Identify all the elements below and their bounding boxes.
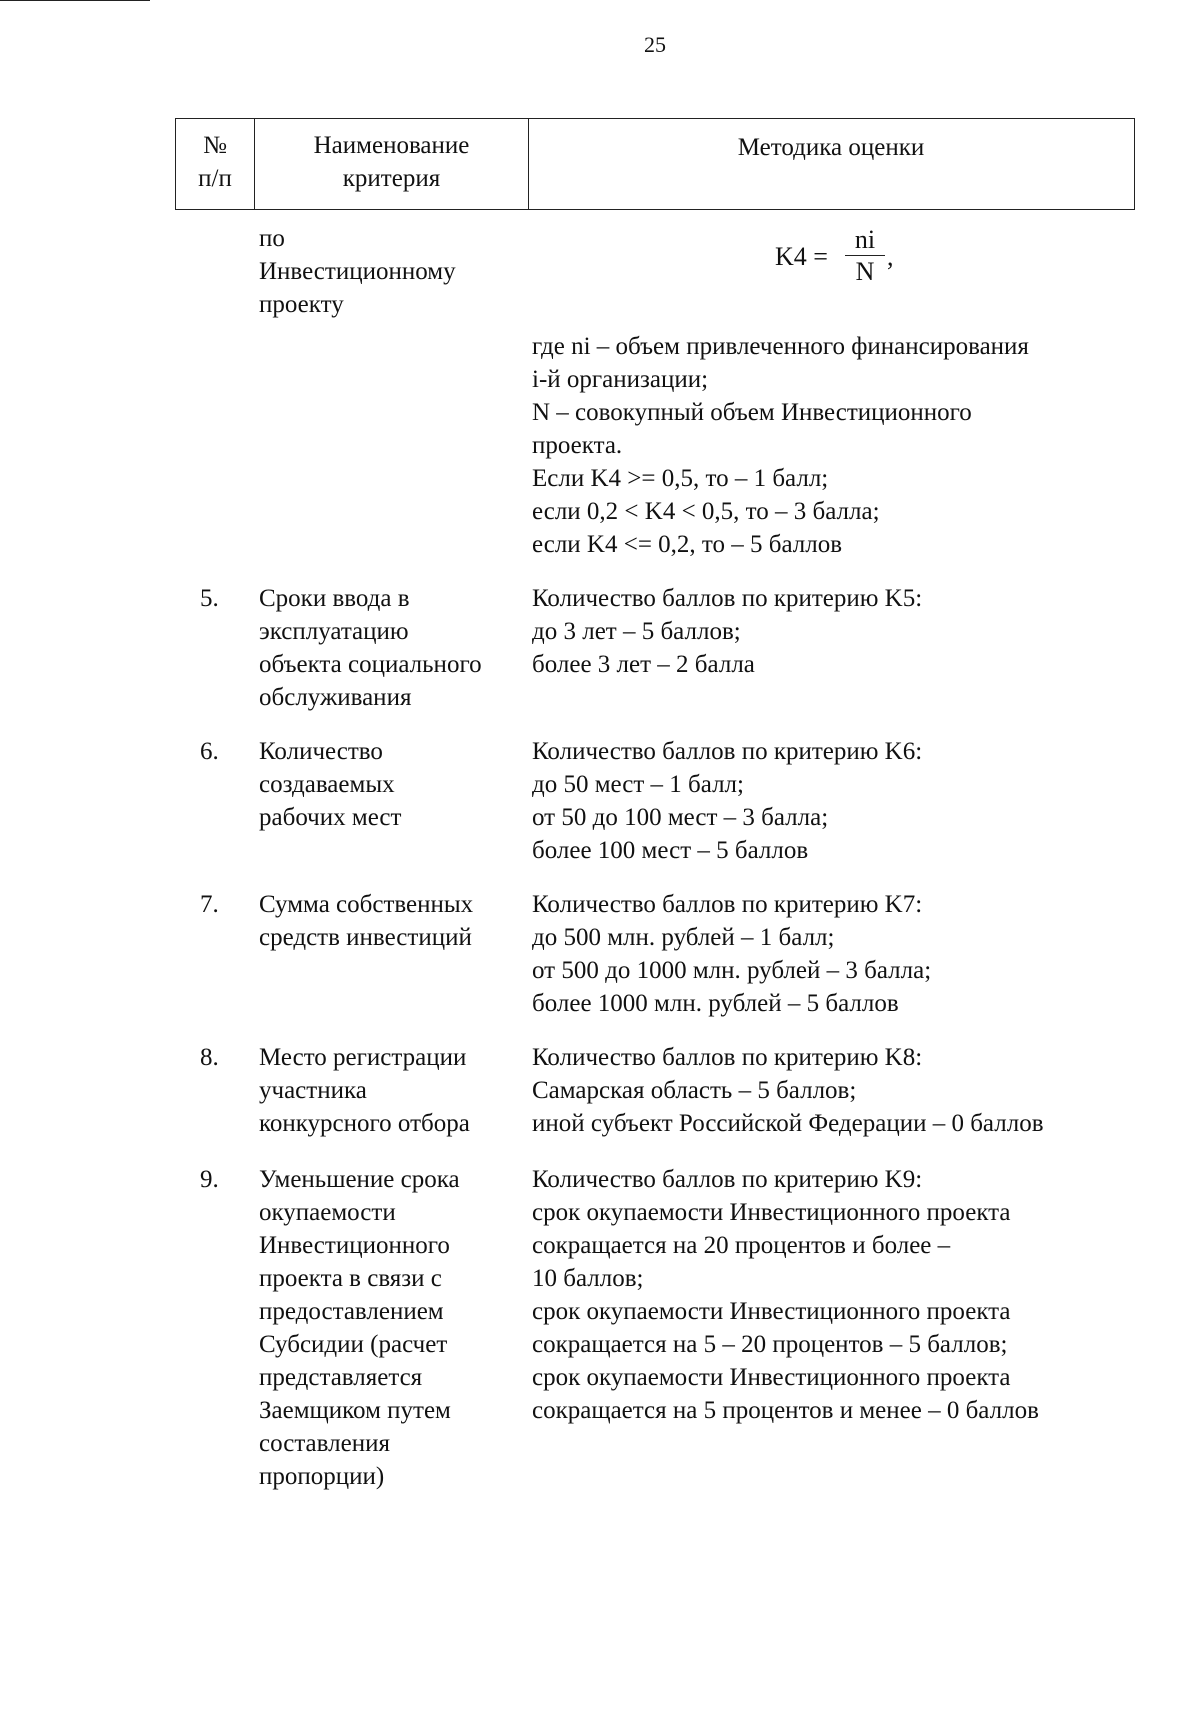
methodology-line: до 3 лет – 5 баллов;	[532, 618, 741, 645]
criterion-name-line: предоставлением	[259, 1298, 444, 1325]
criterion-name-line: Инвестиционному	[259, 258, 456, 285]
criterion-name-line: составления	[259, 1430, 390, 1457]
criterion-name-line: Субсидии (расчет	[259, 1331, 448, 1358]
criterion-name	[259, 1041, 519, 1140]
criterion-name-line: создаваемых	[259, 771, 395, 798]
methodology-line: i-й организации;	[532, 366, 709, 393]
row-number: 7.	[200, 891, 219, 918]
methodology-line: более 3 лет – 2 балла	[532, 651, 755, 678]
criterion-name-line: по	[259, 225, 285, 252]
formula-comma: ,	[887, 242, 894, 271]
formula-denominator: N	[855, 257, 875, 286]
methodology-line: если K4 <= 0,2, то – 5 баллов	[532, 531, 843, 558]
criterion-name-line: средств инвестиций	[259, 924, 472, 951]
criterion-name-line: рабочих мест	[259, 804, 402, 831]
header-methodology-line: Методика оценки	[737, 134, 925, 161]
criterion-name-line: Сумма собственных	[259, 891, 474, 918]
criterion-name	[259, 582, 519, 714]
page-number: 25	[644, 32, 666, 57]
criterion-name-line: Инвестиционного	[259, 1232, 450, 1259]
methodology-line: от 50 до 100 мест – 3 балла;	[532, 804, 829, 831]
header-number-line: №	[203, 132, 227, 159]
methodology-line: сокращается на 20 процентов и более –	[532, 1232, 951, 1259]
methodology-line: сокращается на 5 процентов и менее – 0 баллов	[532, 1397, 1039, 1424]
criterion-name-line: проекту	[259, 291, 344, 318]
methodology-line: проекта.	[532, 432, 623, 459]
methodology-line: до 50 мест – 1 балл;	[532, 771, 744, 798]
table-header	[175, 118, 1135, 210]
formula-left-side: K4 =	[775, 242, 828, 271]
methodology-line: Количество баллов по критерию K8:	[532, 1044, 923, 1071]
criterion-name-line: конкурсного отбора	[259, 1110, 470, 1137]
methodology-line: 10 баллов;	[532, 1265, 644, 1292]
criterion-name	[259, 888, 519, 954]
header-criterion-name-column	[254, 119, 528, 209]
criterion-name	[259, 735, 519, 834]
methodology-line: более 100 мест – 5 баллов	[532, 837, 809, 864]
header-methodology-column	[528, 119, 1133, 209]
formula-fraction	[845, 225, 885, 286]
methodology-line: Количество баллов по критерию K7:	[532, 891, 923, 918]
header-criterion-line: Наименование	[313, 132, 470, 159]
methodology	[532, 1163, 1132, 1427]
header-criterion-line: критерия	[342, 165, 441, 192]
row-number: 9.	[200, 1166, 219, 1193]
methodology-line: сокращается на 5 – 20 процентов – 5 баллов;	[532, 1331, 1008, 1358]
criterion-name-line: обслуживания	[259, 684, 412, 711]
methodology-line: срок окупаемости Инвестиционного проекта	[532, 1199, 1011, 1226]
methodology-line: если 0,2 < K4 < 0,5, то – 3 балла;	[532, 498, 880, 525]
criterion-name-line: Место регистрации	[259, 1044, 467, 1071]
criterion-name	[259, 1163, 519, 1493]
methodology-line: более 1000 млн. рублей – 5 баллов	[532, 990, 899, 1017]
criterion-name-line: Сроки ввода в	[259, 585, 410, 612]
criterion-name-line: Количество	[259, 738, 383, 765]
criterion-name-line: эксплуатацию	[259, 618, 409, 645]
methodology-line: срок окупаемости Инвестиционного проекта	[532, 1298, 1011, 1325]
row-number: 8.	[200, 1044, 219, 1071]
methodology	[532, 1041, 1132, 1140]
methodology	[532, 582, 1132, 681]
criterion-name-line: представляется	[259, 1364, 423, 1391]
methodology-line: Количество баллов по критерию K5:	[532, 585, 923, 612]
criterion-name-line: Уменьшение срока	[259, 1166, 460, 1193]
methodology-line: Если K4 >= 0,5, то – 1 балл;	[532, 465, 829, 492]
continuation-methodology	[532, 330, 1132, 561]
criterion-name-line: Заемщиком путем	[259, 1397, 451, 1424]
methodology-line: Самарская область – 5 баллов;	[532, 1077, 857, 1104]
row-number: 5.	[200, 585, 219, 612]
methodology	[532, 735, 1132, 867]
header-number-line: п/п	[198, 165, 232, 192]
methodology-line: иной субъект Российской Федерации – 0 баллов	[532, 1110, 1044, 1137]
methodology-line: где ni – объем привлеченного финансирования	[532, 333, 1029, 360]
formula-numerator: ni	[845, 225, 885, 256]
continuation-criterion-name	[259, 222, 519, 321]
methodology-line: до 500 млн. рублей – 1 балл;	[532, 924, 835, 951]
criterion-name-line: участника	[259, 1077, 367, 1104]
row-number: 6.	[200, 738, 219, 765]
header-number-column	[176, 119, 254, 209]
page-edge-line	[0, 0, 150, 1]
methodology-line: Количество баллов по критерию K6:	[532, 738, 923, 765]
methodology-line: срок окупаемости Инвестиционного проекта	[532, 1364, 1011, 1391]
criterion-name-line: объекта социального	[259, 651, 482, 678]
criterion-name-line: проекта в связи с	[259, 1265, 442, 1292]
methodology-line: Количество баллов по критерию K9:	[532, 1166, 923, 1193]
methodology	[532, 888, 1132, 1020]
methodology-line: от 500 до 1000 млн. рублей – 3 балла;	[532, 957, 932, 984]
criterion-name-line: пропорции)	[259, 1463, 385, 1490]
methodology-line: N – совокупный объем Инвестиционного	[532, 399, 972, 426]
criterion-name-line: окупаемости	[259, 1199, 396, 1226]
